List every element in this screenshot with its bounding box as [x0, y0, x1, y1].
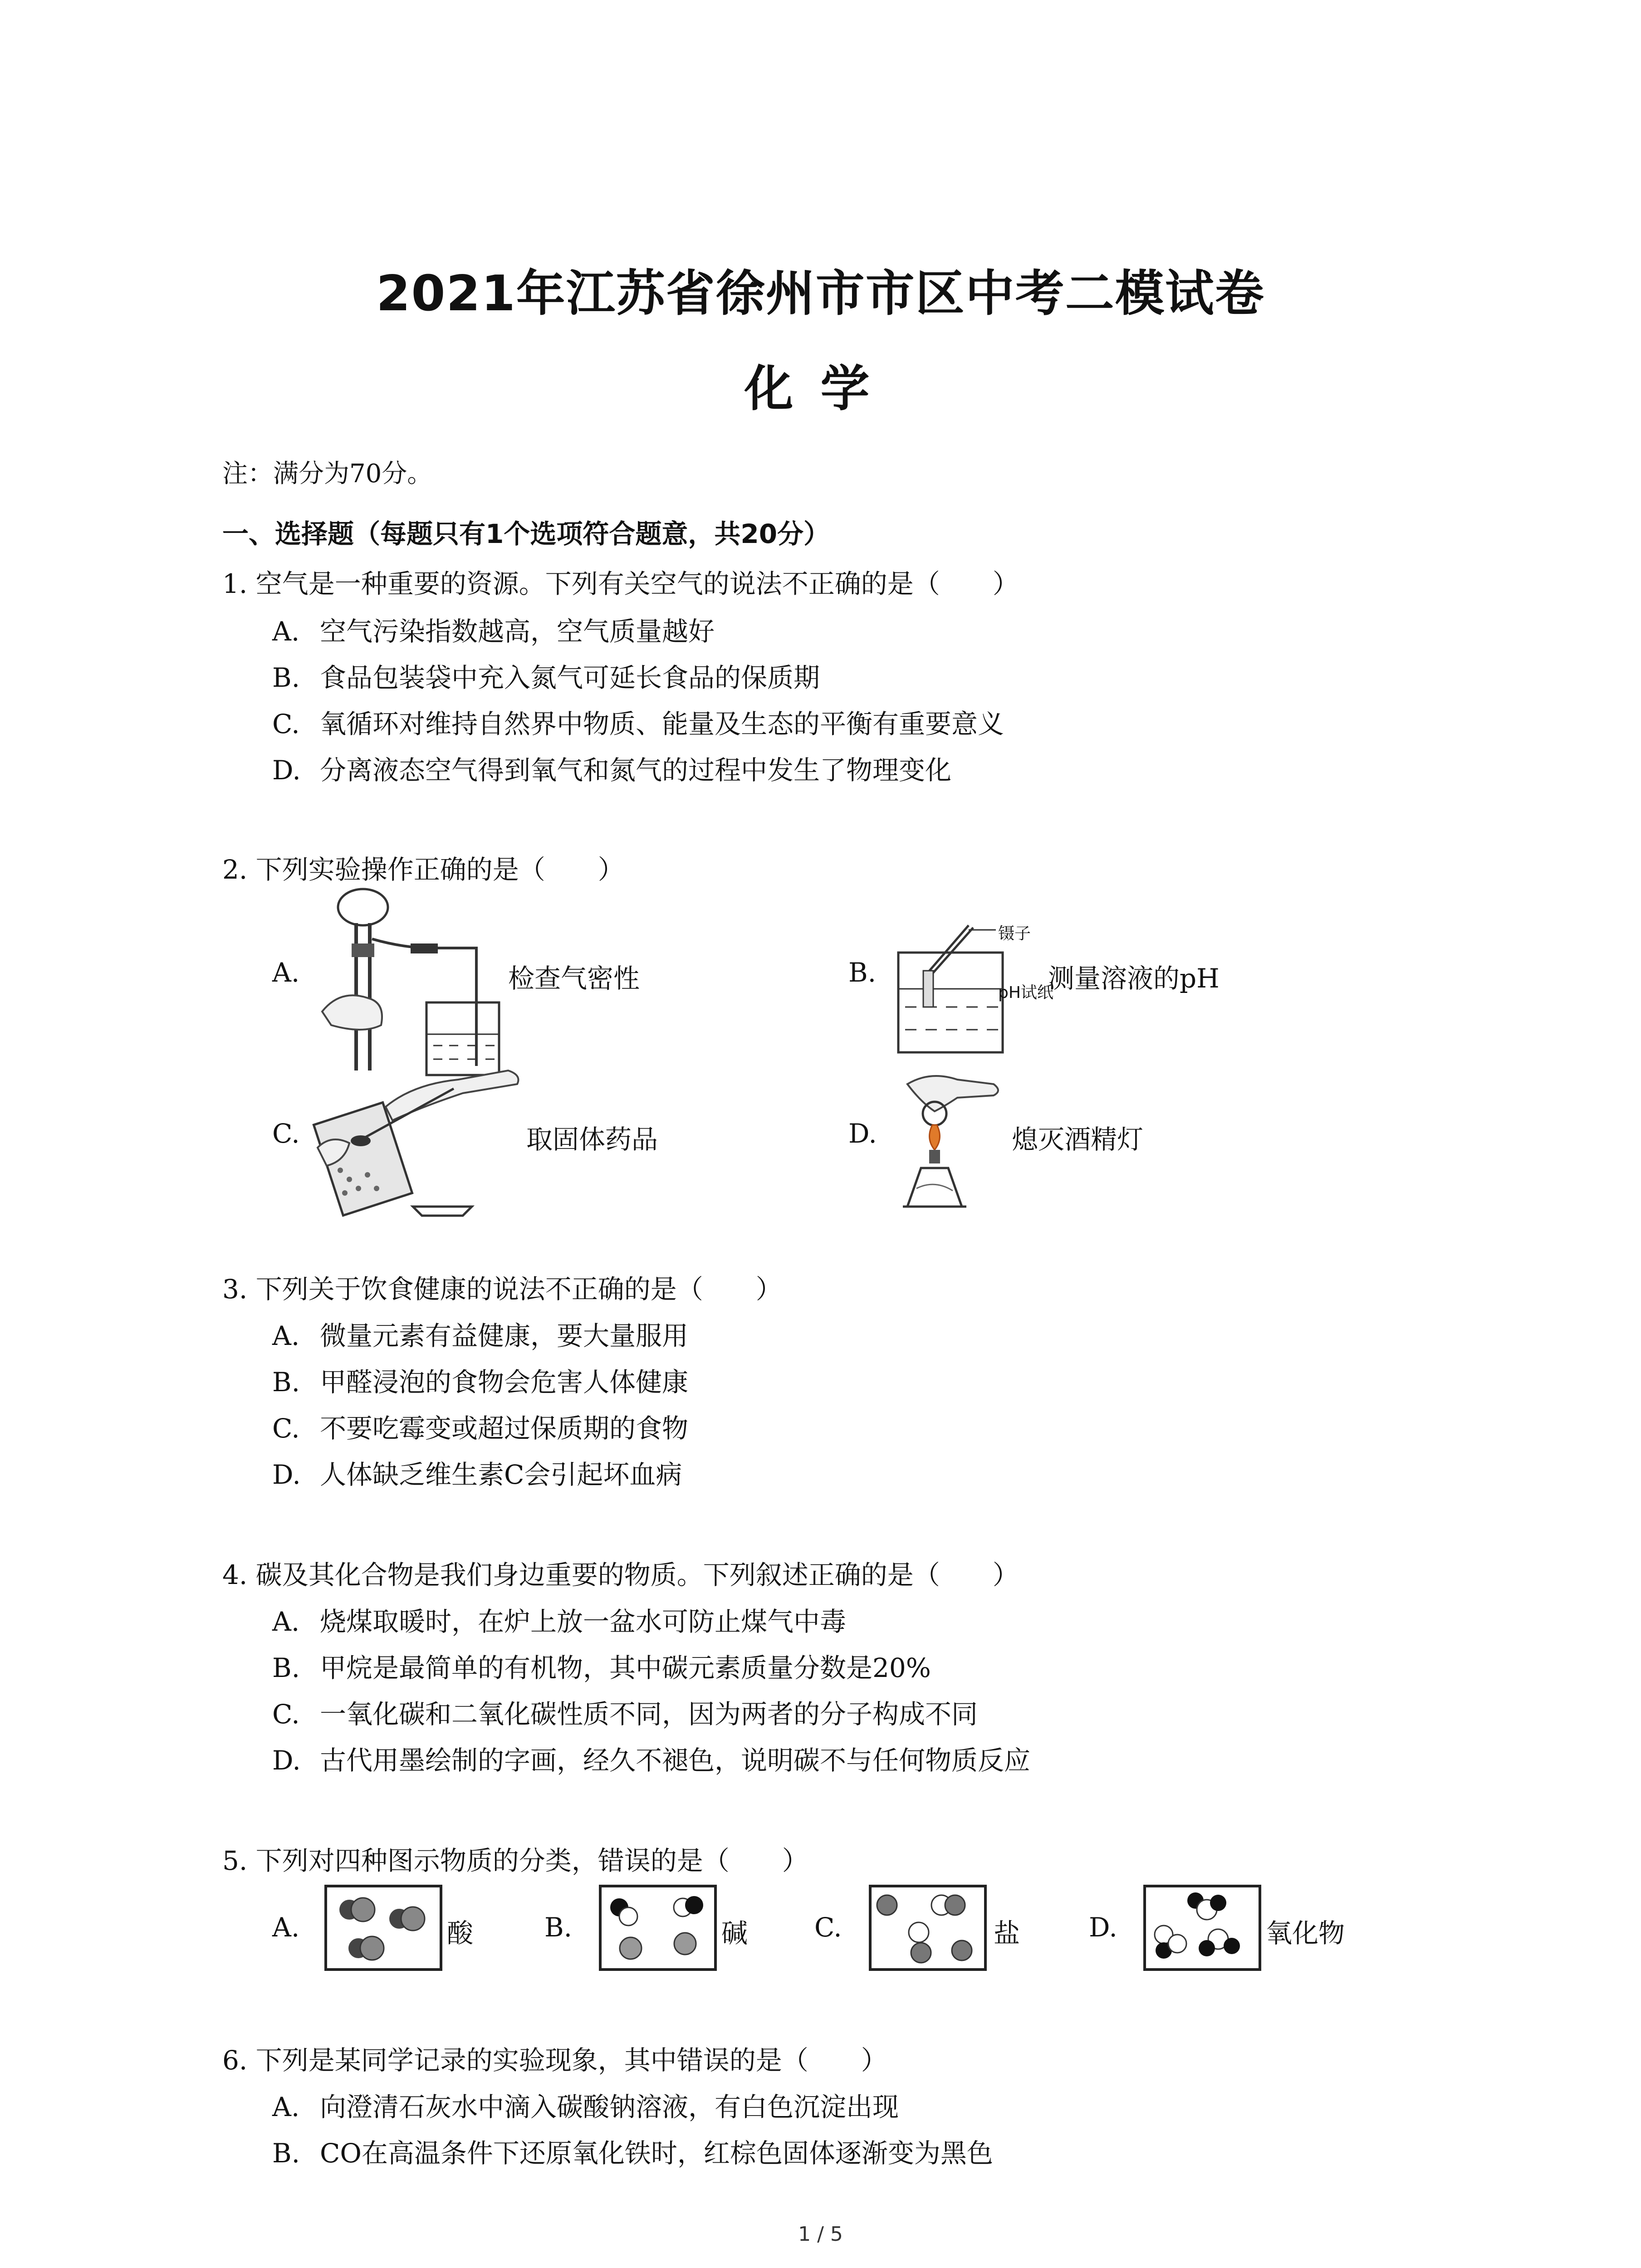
question-2-option-a-label: A.: [272, 957, 300, 988]
airtightness-check-figure: [313, 889, 495, 1080]
question-5-option-b-label: B.: [544, 1912, 573, 1943]
question-3-option-b: [272, 1361, 688, 1399]
tweezers-label: 镊子: [998, 924, 1031, 943]
option-text: 烧煤取暖时，在炉上放一盆水可防止煤气中毒: [320, 1606, 847, 1637]
question-2-option-c-text: 取固体药品: [526, 1124, 658, 1155]
option-text: 微量元素有益健康，要大量服用: [320, 1320, 689, 1351]
question-2-option-d-label: D.: [848, 1118, 877, 1149]
option-label: D.: [272, 1745, 301, 1776]
question-6-option-a: [272, 2086, 899, 2124]
question-5-option-d-label: D.: [1089, 1912, 1117, 1943]
question-6-stem: 6. 下列是某同学记录的实验现象，其中错误的是（ ）: [222, 2045, 887, 2076]
question-1-option-b: [272, 656, 820, 694]
option-text: 食品包装袋中充入氮气可延长食品的保质期: [320, 662, 820, 693]
option-text: CO在高温条件下还原氧化铁时，红棕色固体逐渐变为黑色: [320, 2138, 993, 2169]
option-label: A.: [272, 2092, 300, 2122]
option-label: A.: [272, 1606, 300, 1637]
option-text: 空气污染指数越高，空气质量越好: [320, 616, 715, 647]
question-4-stem: 4. 碳及其化合物是我们身边重要的物质。下列叙述正确的是（ ）: [222, 1559, 1019, 1590]
option-label: D.: [272, 755, 301, 786]
option-label: C.: [272, 709, 300, 739]
option-text: 古代用墨绘制的字画，经久不褪色，说明碳不与任何物质反应: [320, 1745, 1031, 1776]
option-text: 向澄清石灰水中滴入碳酸钠溶液，有白色沉淀出现: [320, 2092, 899, 2122]
option-label: A.: [272, 616, 300, 647]
question-4-option-a: [272, 1600, 846, 1638]
question-1-option-d: [272, 749, 951, 787]
exam-title: 2021年江苏省徐州市市区中考二模试卷: [376, 265, 1265, 322]
section-title: 一、选择题（每题只有1个选项符合题意，共20分）: [222, 518, 830, 549]
option-text: 甲醛浸泡的食物会危害人体健康: [320, 1367, 689, 1398]
question-4-option-d: [272, 1739, 1030, 1777]
question-5-option-a-text: 酸: [447, 1918, 474, 1949]
option-text: 甲烷是最简单的有机物，其中碳元素质量分数是20%: [320, 1652, 931, 1683]
question-2-option-c-label: C.: [272, 1118, 300, 1149]
question-4-option-c: [272, 1693, 978, 1731]
option-label: C.: [272, 1413, 300, 1444]
question-2-option-b-text: 测量溶液的pH: [1048, 963, 1220, 994]
question-1-option-c: [272, 703, 1004, 741]
extinguish-lamp-figure: [889, 1070, 1016, 1216]
question-4-option-b: [272, 1647, 931, 1685]
molecule-box-b: [599, 1885, 717, 1971]
option-label: C.: [272, 1699, 300, 1730]
question-2-option-b-label: B.: [848, 957, 877, 988]
question-3-option-c: [272, 1407, 688, 1445]
option-label: B.: [272, 662, 300, 693]
question-5-option-b-text: 碱: [721, 1918, 748, 1949]
option-text: 人体缺乏维生素C会引起坏血病: [320, 1459, 682, 1490]
question-5-stem: 5. 下列对四种图示物质的分类，错误的是（ ）: [222, 1845, 808, 1876]
question-6-option-b: [272, 2132, 993, 2170]
score-note: 注：满分为70分。: [222, 459, 433, 489]
subject-title: 化学: [744, 361, 897, 417]
question-5-option-a-label: A.: [272, 1912, 300, 1943]
question-3-option-a: [272, 1315, 688, 1353]
option-label: D.: [272, 1459, 301, 1490]
page-number: 1 / 5: [798, 2223, 843, 2246]
question-2-stem: 2. 下列实验操作正确的是（ ）: [222, 854, 624, 885]
question-1-option-a: [272, 610, 715, 648]
question-5-option-c-label: C.: [814, 1912, 842, 1943]
option-label: B.: [272, 1367, 300, 1398]
question-5-option-c-text: 盐: [994, 1918, 1020, 1949]
option-text: 一氧化碳和二氧化碳性质不同，因为两者的分子构成不同: [320, 1699, 978, 1730]
question-3-stem: 3. 下列关于饮食健康的说法不正确的是（ ）: [222, 1274, 782, 1305]
molecule-box-d: [1143, 1885, 1261, 1971]
question-3-option-d: [272, 1453, 682, 1491]
question-2-option-d-text: 熄灭酒精灯: [1012, 1124, 1144, 1155]
molecule-box-c: [869, 1885, 987, 1971]
question-5-option-d-text: 氧化物: [1266, 1918, 1345, 1949]
option-text: 不要吃霉变或超过保质期的食物: [320, 1413, 689, 1444]
option-label: B.: [272, 1652, 300, 1683]
question-1-stem: 1. 空气是一种重要的资源。下列有关空气的说法不正确的是（ ）: [222, 568, 1019, 599]
molecule-box-a: [324, 1885, 442, 1971]
option-label: B.: [272, 2138, 300, 2169]
ph-paper-label: pH试纸: [998, 983, 1053, 1002]
question-2-option-a-text: 检查气密性: [508, 963, 640, 994]
option-text: 氧循环对维持自然界中物质、能量及生态的平衡有重要意义: [320, 709, 1004, 739]
option-label: A.: [272, 1320, 300, 1351]
option-text: 分离液态空气得到氧气和氮气的过程中发生了物理变化: [320, 755, 952, 786]
take-solid-reagent-figure: [313, 1057, 522, 1220]
